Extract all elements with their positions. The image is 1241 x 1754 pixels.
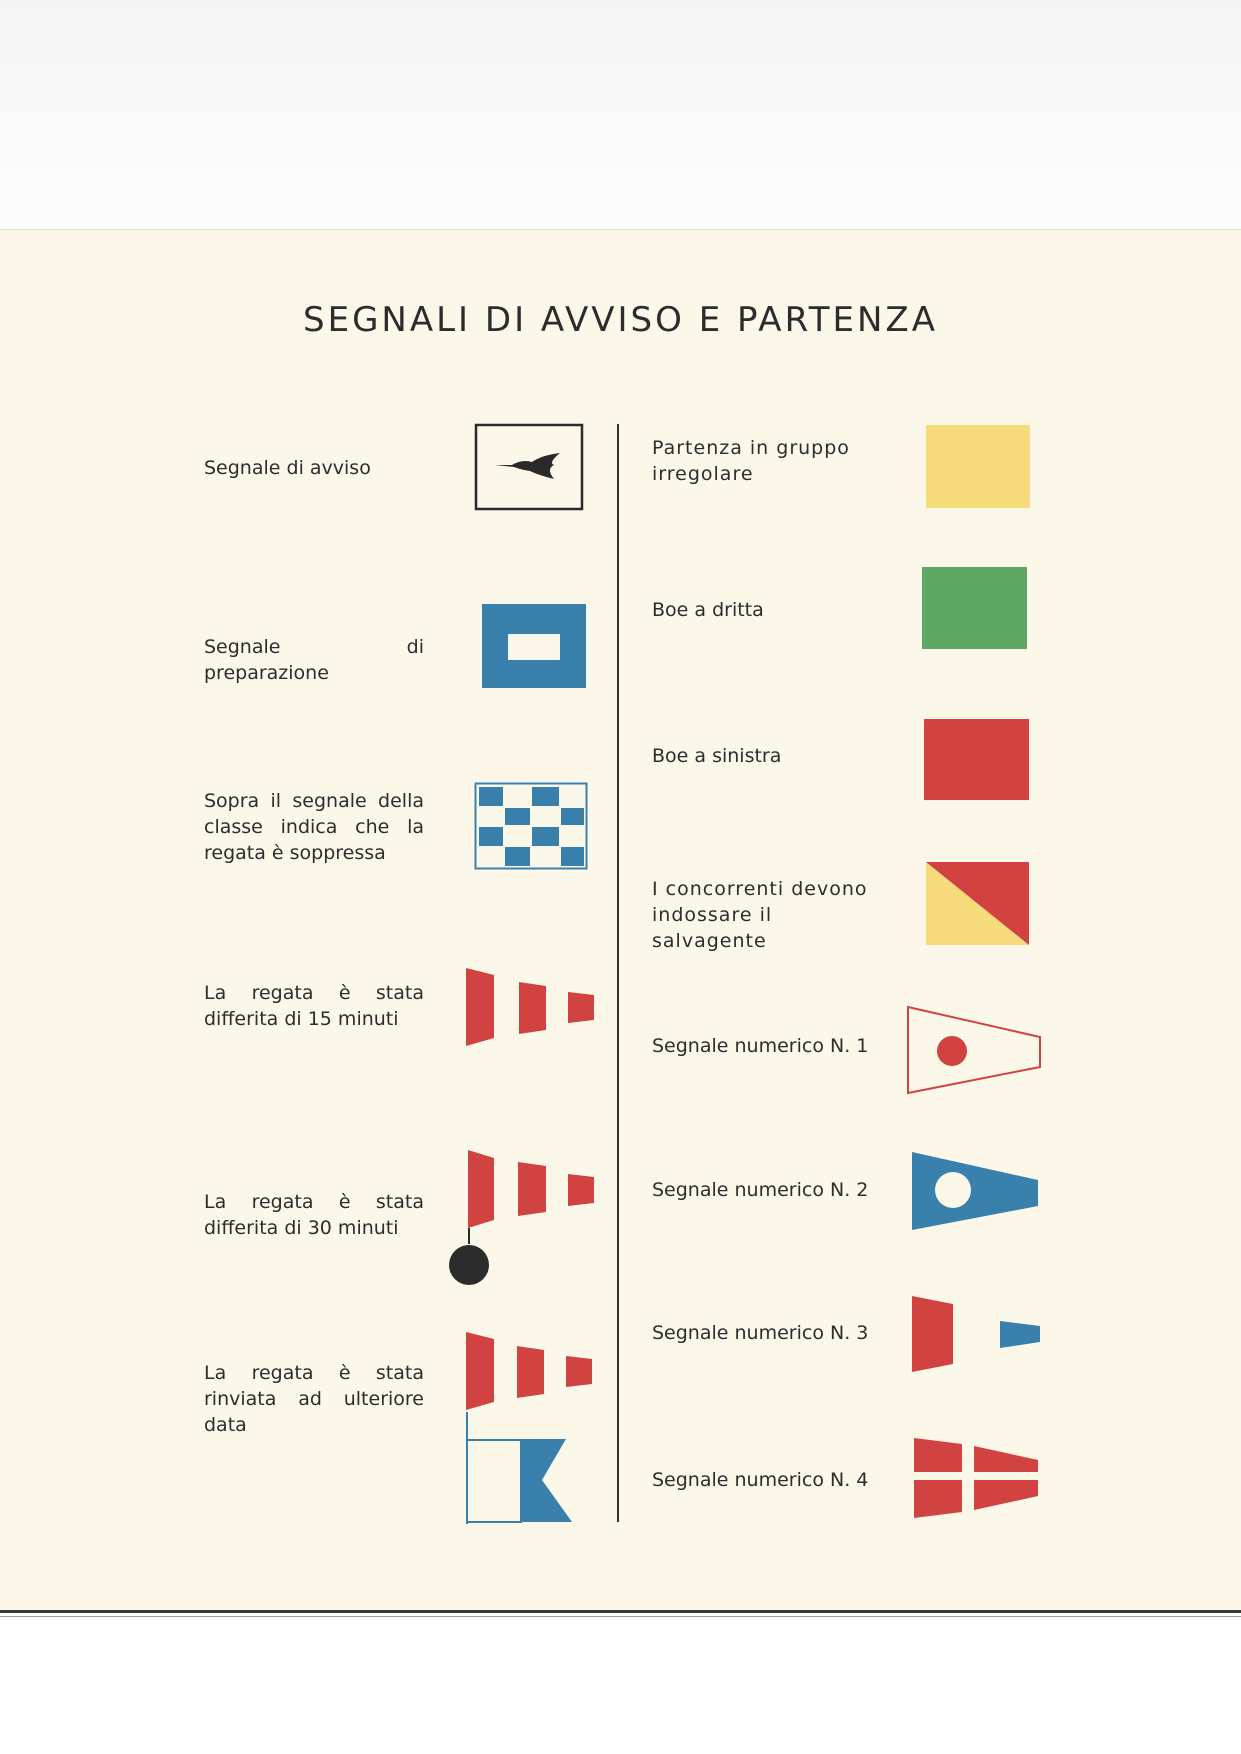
numeral-pennant-2-icon — [910, 1150, 1040, 1232]
label-boe-sinistra: Boe a sinistra — [652, 745, 782, 767]
red-flag-icon — [924, 719, 1030, 801]
label-regata-soppressa: Sopra il segnale della classe indica che la regata è soppressa — [204, 790, 424, 864]
bird-flag-icon — [474, 423, 586, 511]
blue-peter-flag-icon — [482, 604, 587, 689]
label-rinviata: La regata è stata rinviata ad ulteriore data — [204, 1362, 424, 1436]
page-edge-line-shadow — [0, 1616, 1241, 1617]
numeral-pennant-1-icon — [906, 1005, 1044, 1095]
label-numerico-3: Segnale numerico N. 3 — [652, 1322, 869, 1344]
column-divider — [617, 424, 619, 1522]
postponement-pennants-a-flag-icon — [462, 1330, 600, 1526]
label-segnale-preparazione: Segnale di preparazione — [204, 636, 424, 684]
page-title: SEGNALI DI AVVISO E PARTENZA — [303, 300, 938, 340]
label-salvagente: I concorrenti devono indossare il salvagente — [652, 878, 868, 952]
numeral-pennant-3-icon — [910, 1294, 1044, 1374]
numeral-pennant-4-icon — [912, 1436, 1042, 1520]
label-numerico-2: Segnale numerico N. 2 — [652, 1179, 869, 1201]
green-flag-icon — [922, 567, 1028, 650]
document-page — [0, 229, 1241, 1612]
label-partenza-irregolare: Partenza in gruppo irregolare — [652, 437, 850, 485]
page-edge-line — [0, 1610, 1241, 1613]
checkered-flag-icon — [474, 782, 588, 870]
label-boe-dritta: Boe a dritta — [652, 599, 764, 621]
label-segnale-avviso: Segnale di avviso — [204, 457, 371, 479]
label-numerico-1: Segnale numerico N. 1 — [652, 1035, 869, 1057]
postponement-pennants-icon — [464, 966, 598, 1048]
label-differita-15: La regata è stata differita di 15 minuti — [204, 982, 424, 1030]
postponement-pennants-ball-icon — [446, 1148, 598, 1288]
yellow-flag-icon — [926, 425, 1031, 509]
label-differita-30: La regata è stata differita di 30 minuti — [204, 1191, 424, 1239]
yellow-red-diagonal-flag-icon — [926, 862, 1030, 946]
label-numerico-4: Segnale numerico N. 4 — [652, 1469, 869, 1491]
